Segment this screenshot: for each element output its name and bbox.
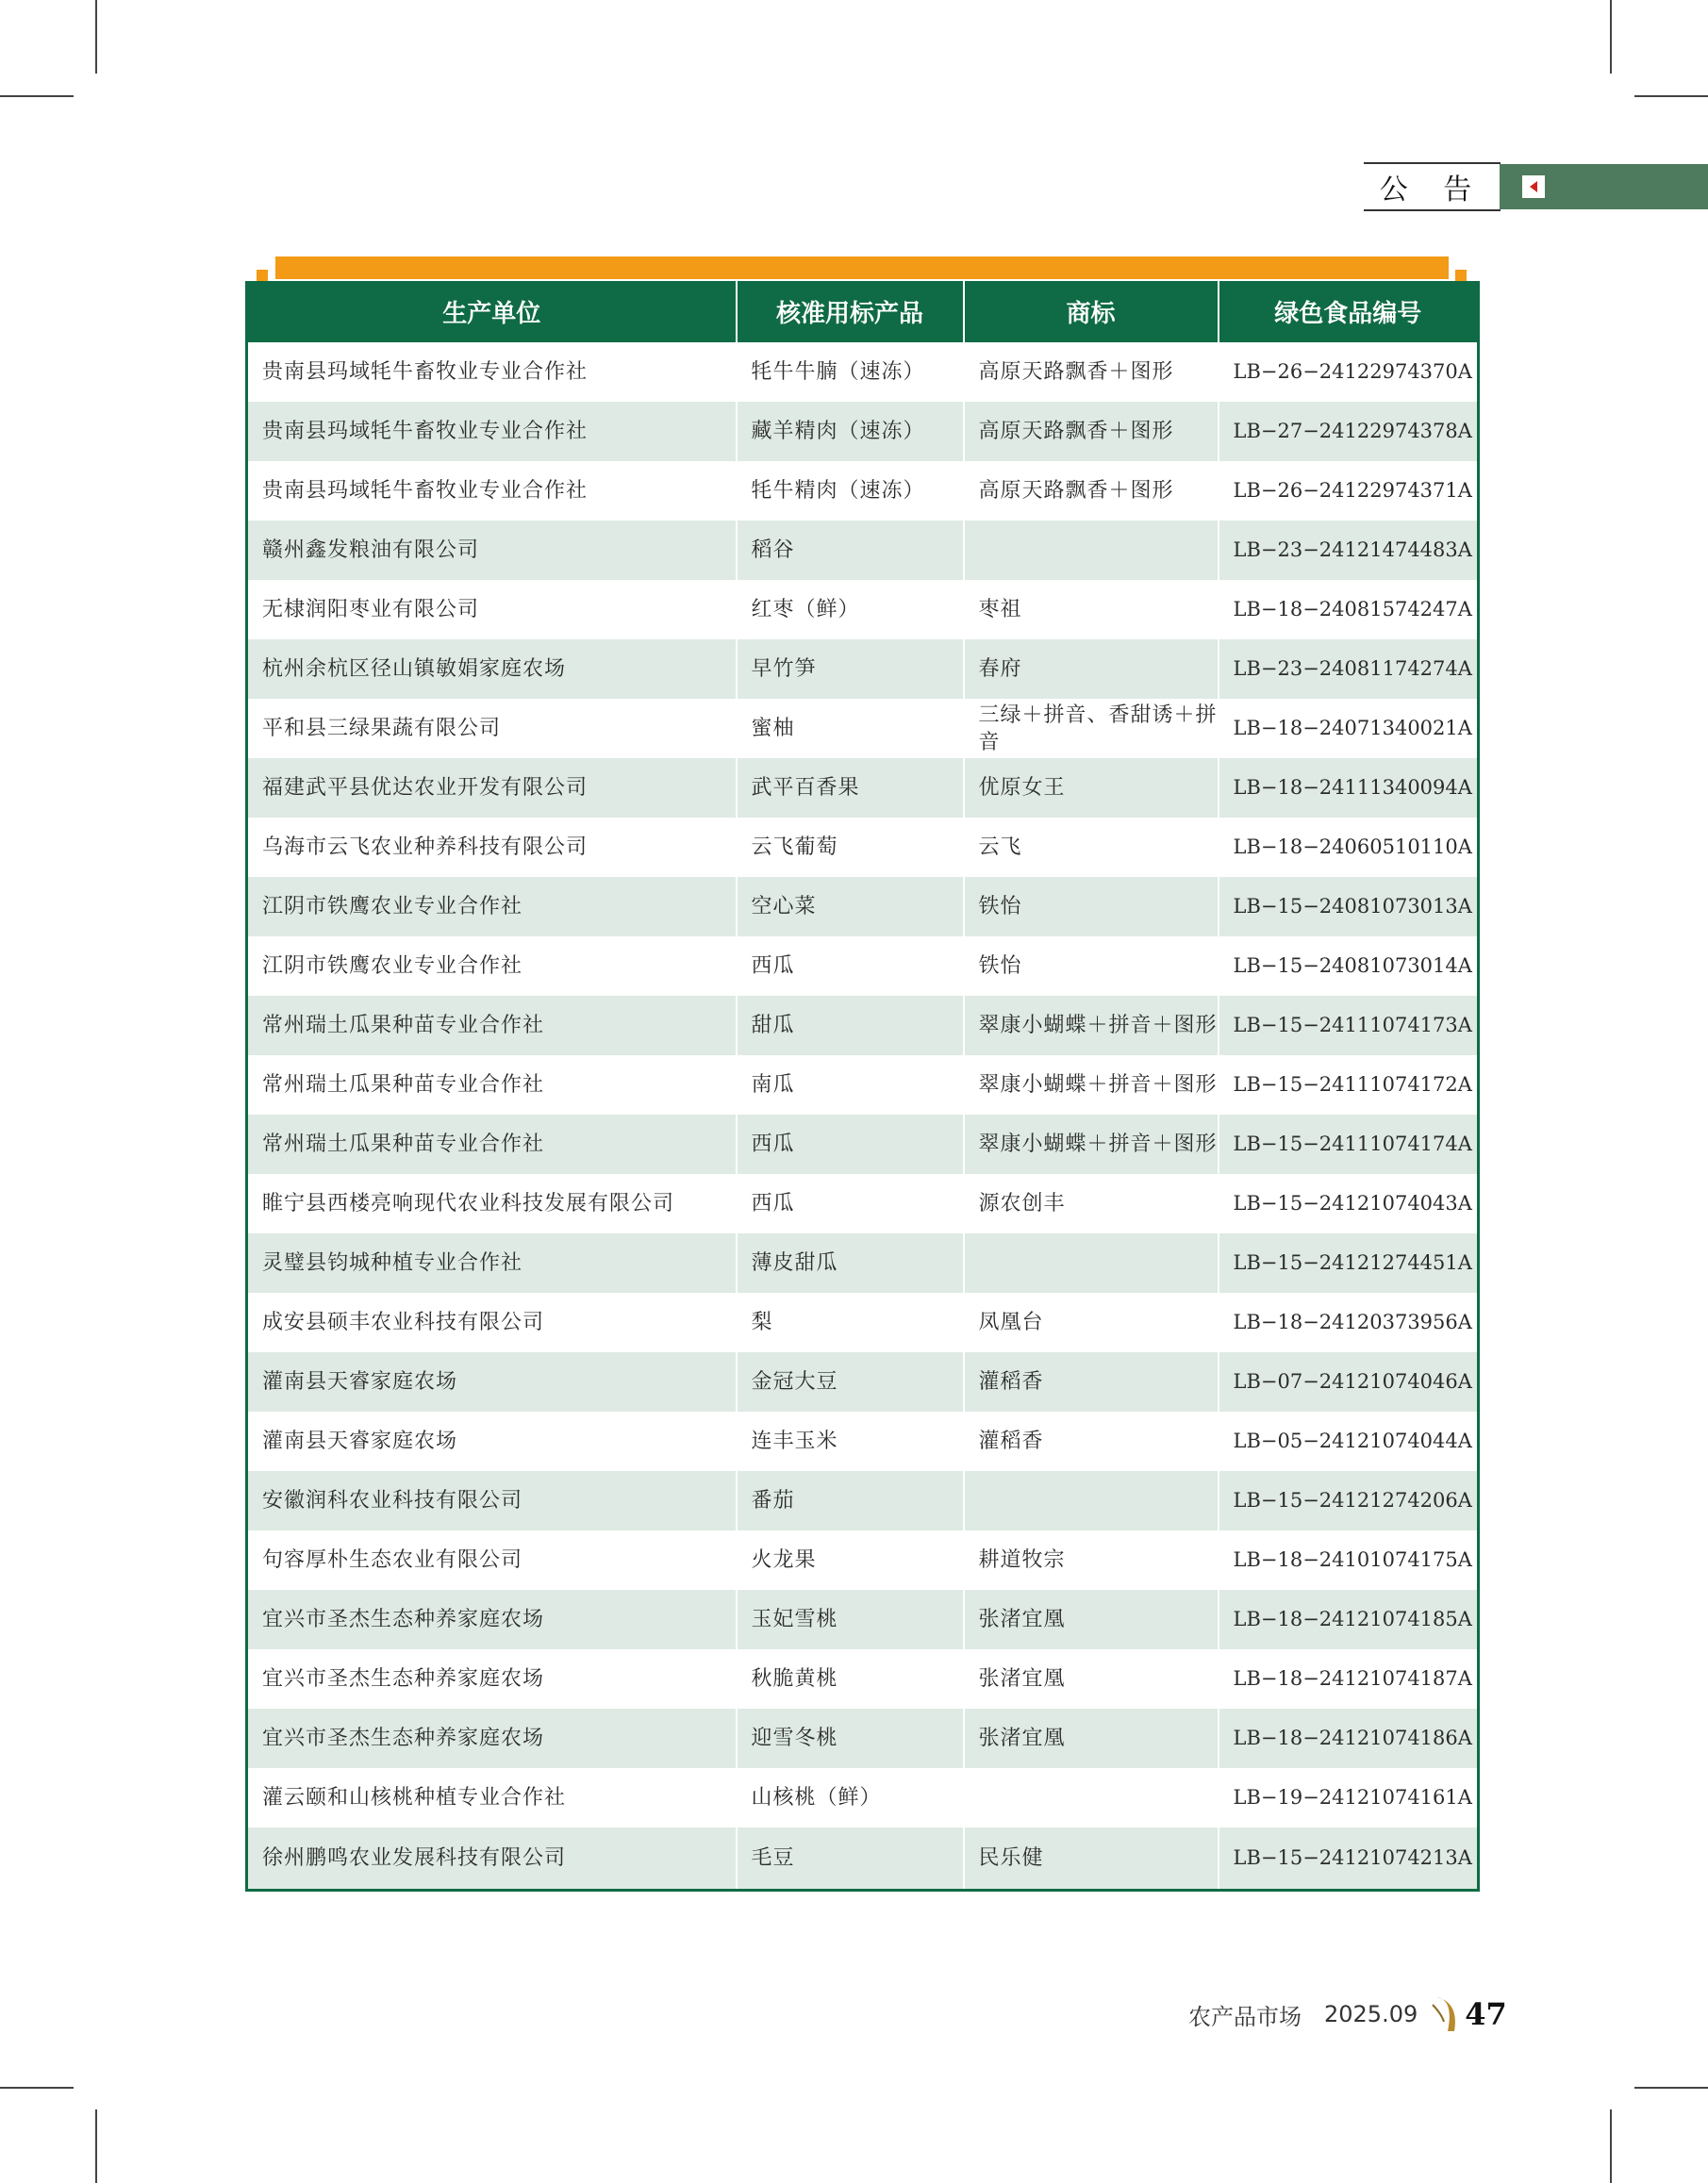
cell-producer: 无棣润阳枣业有限公司 <box>247 580 737 639</box>
wheat-logo-icon <box>1429 1993 1459 2035</box>
table-row <box>247 1827 1479 1891</box>
cell-code: LB−27−24122974378A <box>1219 402 1479 461</box>
page-number: 47 <box>1465 1996 1507 2032</box>
cell-trademark: 张渚宜凰 <box>964 1590 1219 1649</box>
cell-code: LB−18−24121074185A <box>1219 1590 1479 1649</box>
table-row <box>247 1293 1479 1352</box>
table-row <box>247 461 1479 521</box>
cell-producer: 常州瑞土瓜果种苗专业合作社 <box>247 1055 737 1115</box>
table-row <box>247 342 1479 402</box>
table-row <box>247 1649 1479 1709</box>
cell-product: 武平百香果 <box>737 758 964 818</box>
cell-producer: 宜兴市圣杰生态种养家庭农场 <box>247 1590 737 1649</box>
cell-code: LB−15−24081073014A <box>1233 954 1472 977</box>
crop-mark <box>0 2087 74 2089</box>
table-row <box>247 1115 1479 1174</box>
cell-product: 红枣（鲜） <box>737 580 964 639</box>
cell-product: 番茄 <box>737 1471 964 1530</box>
cell-code: LB−15−24111074173A <box>1219 996 1479 1055</box>
cell-producer: 杭州余杭区径山镇敏娟家庭农场 <box>247 639 737 699</box>
cell-trademark: 三绿＋拼音、香甜诱＋拼音 <box>964 699 1219 758</box>
cell-product: 蜜柚 <box>737 699 964 758</box>
cell-trademark: 民乐健 <box>964 1827 1219 1891</box>
crop-mark <box>1634 95 1708 97</box>
cell-producer: 徐州鹏鸣农业发展科技有限公司 <box>247 1827 737 1891</box>
table-row <box>247 699 1479 758</box>
table-row <box>247 402 1479 461</box>
page-footer <box>1188 1990 1507 2039</box>
cell-code: LB−15−24121274206A <box>1219 1471 1479 1530</box>
cell-producer: 贵南县玛域牦牛畜牧业专业合作社 <box>247 402 737 461</box>
cell-trademark: 云飞 <box>964 818 1219 877</box>
cell-trademark: 翠康小蝴蝶＋拼音＋图形 <box>964 1115 1219 1174</box>
cell-trademark: 凤凰台 <box>964 1293 1219 1352</box>
corner-square <box>1455 270 1467 281</box>
cell-producer: 灌云颐和山核桃种植专业合作社 <box>247 1768 737 1827</box>
crop-mark <box>1610 0 1612 74</box>
cell-code: LB−18−24111340094A <box>1219 758 1479 818</box>
cell-product: 西瓜 <box>737 936 964 996</box>
cell-product: 玉妃雪桃 <box>737 1590 964 1649</box>
cell-code: LB−23−24081174274A <box>1219 639 1479 699</box>
table-row <box>247 1709 1479 1768</box>
green-food-table <box>245 281 1477 1892</box>
issue-number: 2025.09 <box>1324 2001 1418 2027</box>
cell-trademark: 铁怡 <box>964 936 1219 996</box>
table-row <box>247 1174 1479 1233</box>
cell-producer: 灌南县天睿家庭农场 <box>247 1352 737 1412</box>
cell-code: LB−15−24121074213A <box>1219 1827 1479 1891</box>
cell-producer: 贵南县玛域牦牛畜牧业专业合作社 <box>247 461 737 521</box>
cell-trademark: 翠康小蝴蝶＋拼音＋图形 <box>964 996 1219 1055</box>
cell-producer: 灌南县天睿家庭农场 <box>247 1412 737 1471</box>
table-row <box>247 1530 1479 1590</box>
cell-product: 牦牛牛腩（速冻） <box>737 342 964 402</box>
cell-trademark: 张渚宜凰 <box>964 1709 1219 1768</box>
cell-trademark <box>964 1471 1219 1530</box>
cell-producer: 江阴市铁鹰农业专业合作社 <box>247 936 737 996</box>
cell-producer: 句容厚朴生态农业有限公司 <box>247 1530 737 1590</box>
cell-trademark: 灌稻香 <box>964 1412 1219 1471</box>
table-row <box>247 1471 1479 1530</box>
section-label: 公 告 <box>1364 162 1501 211</box>
cell-product: 火龙果 <box>737 1530 964 1590</box>
cell-product: 毛豆 <box>737 1827 964 1891</box>
cell-product: 早竹笋 <box>737 639 964 699</box>
cell-product: 西瓜 <box>737 1115 964 1174</box>
table-row <box>247 877 1479 936</box>
table-row <box>247 580 1479 639</box>
column-header-trademark: 商标 <box>964 281 1219 342</box>
cell-code: LB−26−24122974371A <box>1233 479 1472 502</box>
data-table <box>245 281 1480 1892</box>
cell-code: LB−18−24071340021A <box>1233 717 1472 739</box>
cell-trademark <box>964 1233 1219 1293</box>
table-row <box>247 1412 1479 1471</box>
cell-trademark: 源农创丰 <box>964 1174 1219 1233</box>
cell-producer: 常州瑞土瓜果种苗专业合作社 <box>247 996 737 1055</box>
cell-producer: 睢宁县西楼亮响现代农业科技发展有限公司 <box>247 1174 737 1233</box>
cell-product: 稻谷 <box>737 521 964 580</box>
cell-trademark: 高原天路飘香＋图形 <box>964 342 1219 402</box>
cell-producer: 常州瑞土瓜果种苗专业合作社 <box>247 1115 737 1174</box>
crop-mark <box>95 0 97 74</box>
cell-product: 秋脆黄桃 <box>737 1649 964 1709</box>
cell-trademark: 春府 <box>964 639 1219 699</box>
cell-producer: 安徽润科农业科技有限公司 <box>247 1471 737 1530</box>
table-row <box>247 1768 1479 1827</box>
table-row <box>247 1352 1479 1412</box>
crop-mark <box>95 2109 97 2183</box>
cell-trademark: 优原女王 <box>964 758 1219 818</box>
cell-product: 甜瓜 <box>737 996 964 1055</box>
cell-producer: 成安县硕丰农业科技有限公司 <box>247 1293 737 1352</box>
table-header-row <box>247 281 1479 342</box>
table-row <box>247 996 1479 1055</box>
cell-product: 薄皮甜瓜 <box>737 1233 964 1293</box>
cell-code: LB−18−24081574247A <box>1233 598 1472 620</box>
cell-product: 云飞葡萄 <box>737 818 964 877</box>
cell-code: LB−19−24121074161A <box>1233 1786 1472 1809</box>
corner-square <box>257 270 268 281</box>
magazine-name: 农产品市场 <box>1188 2003 1302 2030</box>
cell-code: LB−18−24101074175A <box>1233 1548 1472 1571</box>
cell-producer: 灵璧县钧城种植专业合作社 <box>247 1233 737 1293</box>
cell-trademark: 耕道牧宗 <box>964 1530 1219 1590</box>
cell-trademark <box>964 521 1219 580</box>
cell-trademark: 张渚宜凰 <box>964 1649 1219 1709</box>
cell-trademark: 高原天路飘香＋图形 <box>964 402 1219 461</box>
cell-code: LB−18−24121074187A <box>1233 1667 1472 1690</box>
cell-code: LB−18−24120373956A <box>1233 1311 1472 1333</box>
cell-code: LB−15−24081073013A <box>1219 877 1479 936</box>
cell-code: LB−15−24111074172A <box>1233 1073 1472 1096</box>
crop-mark <box>1634 2087 1708 2089</box>
cell-code: LB−18−24121074186A <box>1219 1709 1479 1768</box>
cell-code: LB−26−24122974370A <box>1233 360 1472 383</box>
table-row <box>247 521 1479 580</box>
table-row <box>247 758 1479 818</box>
cell-trademark: 灌稻香 <box>964 1352 1219 1412</box>
table-row <box>247 639 1479 699</box>
cell-product: 金冠大豆 <box>737 1352 964 1412</box>
table-top-bar <box>275 256 1449 279</box>
triangle-left-icon <box>1522 175 1545 198</box>
cell-product: 藏羊精肉（速冻） <box>737 402 964 461</box>
table-row <box>247 1590 1479 1649</box>
cell-product: 连丰玉米 <box>737 1412 964 1471</box>
cell-code: LB−05−24121074044A <box>1233 1430 1472 1452</box>
cell-trademark <box>964 1768 1219 1827</box>
cell-trademark: 枣祖 <box>964 580 1219 639</box>
cell-code: LB−18−24060510110A <box>1233 835 1472 858</box>
column-header-product: 核准用标产品 <box>737 281 964 342</box>
cell-producer: 乌海市云飞农业种养科技有限公司 <box>247 818 737 877</box>
cell-product: 梨 <box>737 1293 964 1352</box>
cell-code: LB−23−24121474483A <box>1219 521 1479 580</box>
table-row <box>247 1233 1479 1293</box>
cell-producer: 宜兴市圣杰生态种养家庭农场 <box>247 1649 737 1709</box>
cell-producer: 江阴市铁鹰农业专业合作社 <box>247 877 737 936</box>
table-row <box>247 1055 1479 1115</box>
cell-producer: 赣州鑫发粮油有限公司 <box>247 521 737 580</box>
crop-mark <box>1610 2109 1612 2183</box>
table-row <box>247 818 1479 877</box>
cell-trademark: 翠康小蝴蝶＋拼音＋图形 <box>964 1055 1219 1115</box>
cell-code: LB−15−24111074174A <box>1219 1115 1479 1174</box>
cell-product: 牦牛精肉（速冻） <box>737 461 964 521</box>
cell-product: 西瓜 <box>737 1174 964 1233</box>
cell-trademark: 铁怡 <box>964 877 1219 936</box>
cell-trademark: 高原天路飘香＋图形 <box>964 461 1219 521</box>
cell-product: 南瓜 <box>737 1055 964 1115</box>
cell-code: LB−15−24121074043A <box>1233 1192 1472 1215</box>
cell-code: LB−15−24121274451A <box>1219 1233 1479 1293</box>
cell-producer: 福建武平县优达农业开发有限公司 <box>247 758 737 818</box>
cell-product: 山核桃（鲜） <box>737 1768 964 1827</box>
cell-producer: 贵南县玛域牦牛畜牧业专业合作社 <box>247 342 737 402</box>
cell-producer: 宜兴市圣杰生态种养家庭农场 <box>247 1709 737 1768</box>
crop-mark <box>0 95 74 97</box>
cell-code: LB−07−24121074046A <box>1219 1352 1479 1412</box>
table-row <box>247 936 1479 996</box>
column-header-code: 绿色食品编号 <box>1219 281 1479 342</box>
cell-product: 迎雪冬桃 <box>737 1709 964 1768</box>
cell-product: 空心菜 <box>737 877 964 936</box>
column-header-producer: 生产单位 <box>247 281 737 342</box>
cell-producer: 平和县三绿果蔬有限公司 <box>247 699 737 758</box>
